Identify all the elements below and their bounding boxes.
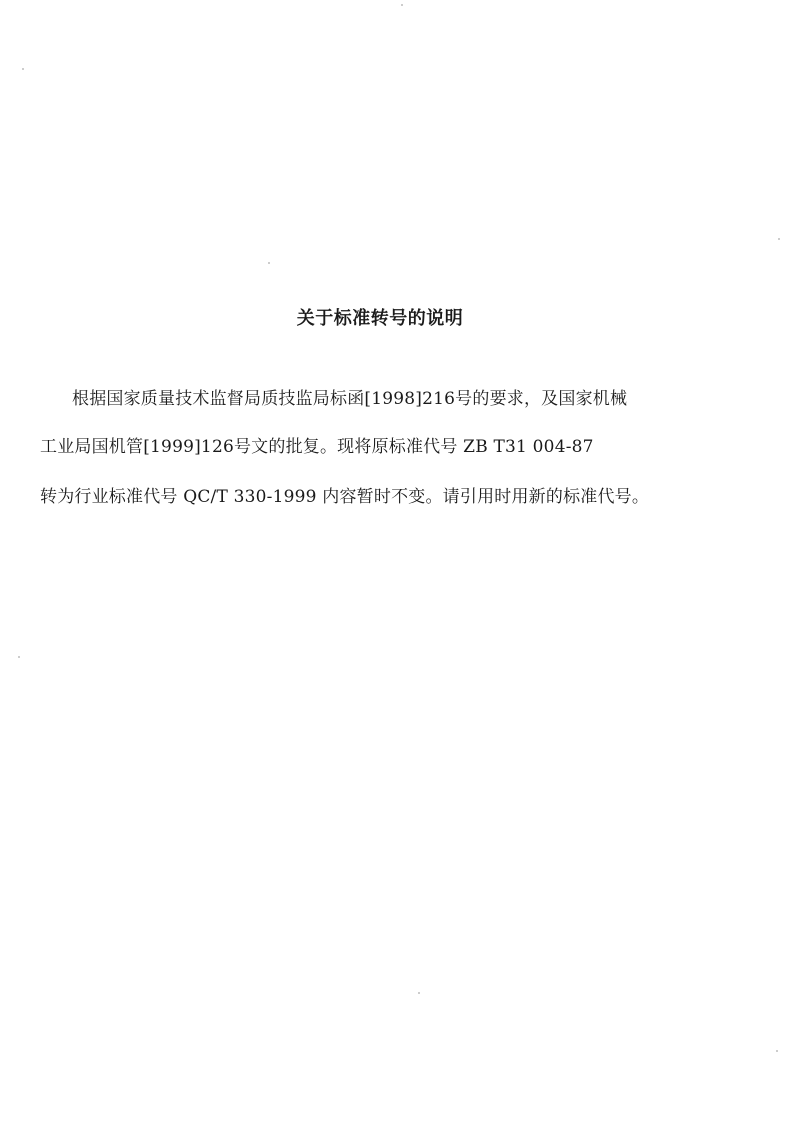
scan-speck xyxy=(268,262,270,264)
paragraph-line-2: 工业局国机管[1999]126号文的批复。现将原标准代号 ZB T31 004-87 xyxy=(40,437,594,457)
document-title: 关于标准转号的说明 xyxy=(296,308,464,329)
scan-speck xyxy=(22,68,24,70)
scan-speck xyxy=(401,4,403,6)
paragraph-line-1: 根据国家质量技术监督局质技监局标函[1998]216号的要求，及国家机械 xyxy=(72,389,628,409)
scan-speck xyxy=(18,656,20,658)
scan-speck xyxy=(778,238,780,240)
scan-speck xyxy=(418,992,420,994)
paragraph-line-3: 转为行业标准代号 QC/T 330-1999 内容暂时不变。请引用时用新的标准代号。 xyxy=(40,487,650,507)
scan-speck xyxy=(776,1050,778,1052)
